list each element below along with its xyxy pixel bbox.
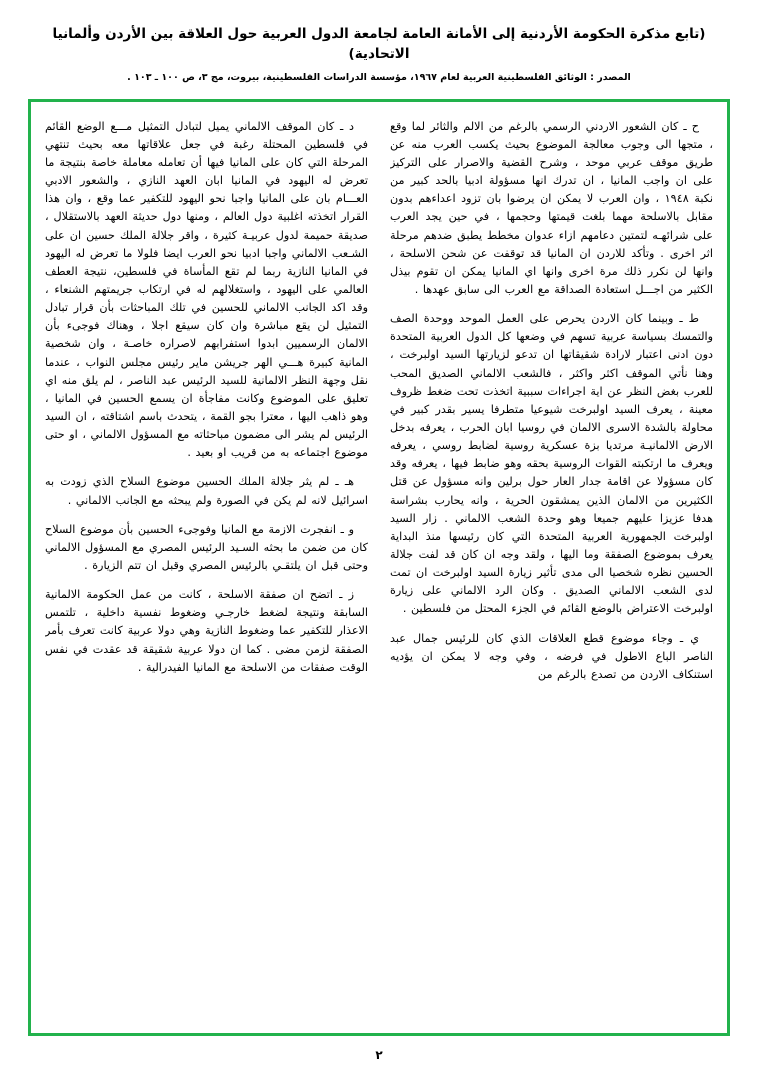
source-line: المصدر : الوثائق الفلسطينية العربية لعام ١٩٦٧، مؤسسة الدراسات الفلسطينية، بيروت، مج ٣، ص ١٠٠ ـ ١٠٣ . — [127, 71, 631, 83]
paragraph: ط ـ وبينما كان الاردن يحرص على العمل الموحد ووحدة الصف والتمسك بسياسة عربية تسهم في وضعها كل الدول العربية المتحدة دون ادنى اعتبار لارادة شقيقاتها ان تدعو لزيارتها السيد اولبرخت ، وهنا نأتي الموقف اكثر واكثر ، فالشعب الالماني الصديق المحب للعرب بغض النظر عن اية اجراءات سببية اتخذت تحت ضغط ظروف معينة ، يعرف السيد اولبرخت شيوعيا متطرفا يسير بقدر كبير في محاولة بالشدة الاسرى الالمان في روسيا ابان الحرب ، يعرفه بدخل الارض الالمانيـة مرتديا بزة عسكرية روسية لضابط روسي ، يعرفه ويعرف ما ارتكبته القوات الروسية بحقه وهو ضابط فيها ، يعرفه وقد كان مسؤولا عن اقامة جدار العار حول برلين وانه مسؤول عن قتل الكثيرين من الالمان الذين يمشقون الحرية ، وانه يحارب بشراسة هدفا عزيزا عليهم جميعا وهو وحدة الشعب الالماني . زار السيد اولبرخت الجمهورية العربية المتحدة التي كان رئيسها منذ البداية يعرف بموضوع الصفقة وما اليها ، ولقد وجه ان كان قد لفت جلالة الحسين نظره شخصيا الى مدى تأثير زيارة السيد اولبرخت ان تمت لدى الشعب الالماني الصديق . وكان الرد الالماني على زيارة اولبرخت الاعتراض بالوضع القائم في الجزء المحتل من فلسطين . — [390, 312, 713, 616]
paragraph: ز ـ اتضح ان صفقة الاسلحة ، كانت من عمل الحكومة الالمانية السابقة ونتيجة لضغط خارجـي وضغوط نفسية داخلية ، تلتمس الاعذار للتكفير عما وضغوط النازية وهي دولا عربية كانت تعرف بأمر الصفقة لزمن مضى . كما ان دولا عربية شقيقة قد عقدت في نفس الوقت صفقات من الاسلحة مع المانيا الفيدرالية . — [45, 588, 368, 674]
column-left — [390, 118, 713, 1019]
column-right — [45, 118, 368, 1019]
page-title: (تابع مذكرة الحكومة الأردنية إلى الأمانة العامة لجامعة الدول العربية حول العلاقة بين الأردن وألمانيا الاتحادية) — [52, 26, 706, 63]
paragraph: ي ـ وجاء موضوع قطع العلاقات الذي كان للرئيس جمال عبد الناصر الباع الاطول في فرضه ، وفي وجه لا يمكن ان يؤديه استنكاف الاردن من تصدع بالرغم من — [390, 631, 713, 681]
paragraph: د ـ كان الموقف الالماني يميل لتبادل التمثيل مـــع الوضع القائم في فلسطين المحتلة رغبة في جعل علاقاتها معه بحيث تنتهي المرحلة التي كان على المانيا فيها أن تعامله معاملة خاصة بنتيجة ما تعرض له اليهود في المانيا ابان العهد النازي ، والشعور الادبي العـــام بان على المانيا واجبا نحو اليهود للتكفير عما وقع ، وان هذا القرار اتخذته اغلبية دول العالم ، ومنها دول حديثة العهد بالاستقلال ، صديقة حميمة لدول عربيـة كثيرة ، واقر جلالة الملك حسين ان على الشـعب الالماني واجبا ادبيا نحو العرب ايضا فلولا ما تعرض له اليهود في المانيا النازية ربما لم تقع المأساة في فلسطين، نتيجة العطف العالمي على اليهود ، واستغلالهم له في ارتكاب جريمتهم الشنعاء ، وقد اكد الجانب الالماني للحسين في تلك المباحثات بأن قرار تبادل التمثيل لن يقع مباشرة وان كان سيقع اجلا ، وهناك فوجىء بأن الالمان الرسميين ابدوا استفرابهم لاصراره خاصـة ، وان شخصية المانية كبيرة هـــي الهر جريشن ماير رئيس مجلس النواب ، عندما نقل وجهة النظر الالمانية للسيد الرئيس عبد الناصر ، لم يلق منه اي تعليق على الموضوع وكانت مفاجأة ان يسمع الحسين في المانيا ، وهو ذاهب اليها ، معترا بجو القمة ، يتحدث باسم اشتاقته ، ان السيد الرئيس لم يشر الى مضمون مباحثاته مع المسؤول الالماني ، او حتى موضوع اجتماعه به من قريب او بعيد . — [45, 119, 368, 460]
paragraph: ح ـ كان الشعور الاردني الرسمي بالرغم من الالم والثائر لما وقع ، متجها الى وجوب معالجة الموضوع بحيث يكسب العرب منه عن طريق موقف عربي موحد ، وشرح القضية والاصرار على التركيز على ان واجب المانيا ، ان تدرك انها مسؤولة ادبيا بالحد كبير من نكبة ١٩٤٨ ، وان العرب لا يمكن ان يرضوا بان تزود اعداءهم بدون مقابل بالاسلحة مهما بلغت قيمتها وحجمها ، في حين يجد العرب على شرائهـه لتمتين دعامهم ازاء عدوان مخطط يطبق ضدهم مرحلة اثر اخرى . وتأكد للاردن ان المانيا قد توقفت عن شحن الاسلحة ، وانها لن نكرر ذلك مرة اخرى وانها اي المانيا يمكن ان تقوم بيذل الكثير من اجـــل استعادة الصداقة مع العرب الى سابق عهدها . — [390, 119, 713, 297]
paragraph: و ـ انفجرت الازمة مع المانيا وفوجىء الحسين بأن موضوع السلاح كان من ضمن ما بحثه السـيد الرئيس المصري مع المسؤول الالماني وحتى قبل ان يلتقـي بالرئيس المصري وقبل ان تتم الزيارة . — [45, 522, 368, 572]
paragraph: هـ ـ لم يثر جلالة الملك الحسين موضوع السلاح الذي زودت به اسرائيل لانه لم يكن في الصورة ولم يبحثه مع الجانب الالماني . — [45, 475, 368, 507]
page-number: ٢ — [375, 1048, 383, 1062]
content-frame — [28, 99, 730, 1036]
